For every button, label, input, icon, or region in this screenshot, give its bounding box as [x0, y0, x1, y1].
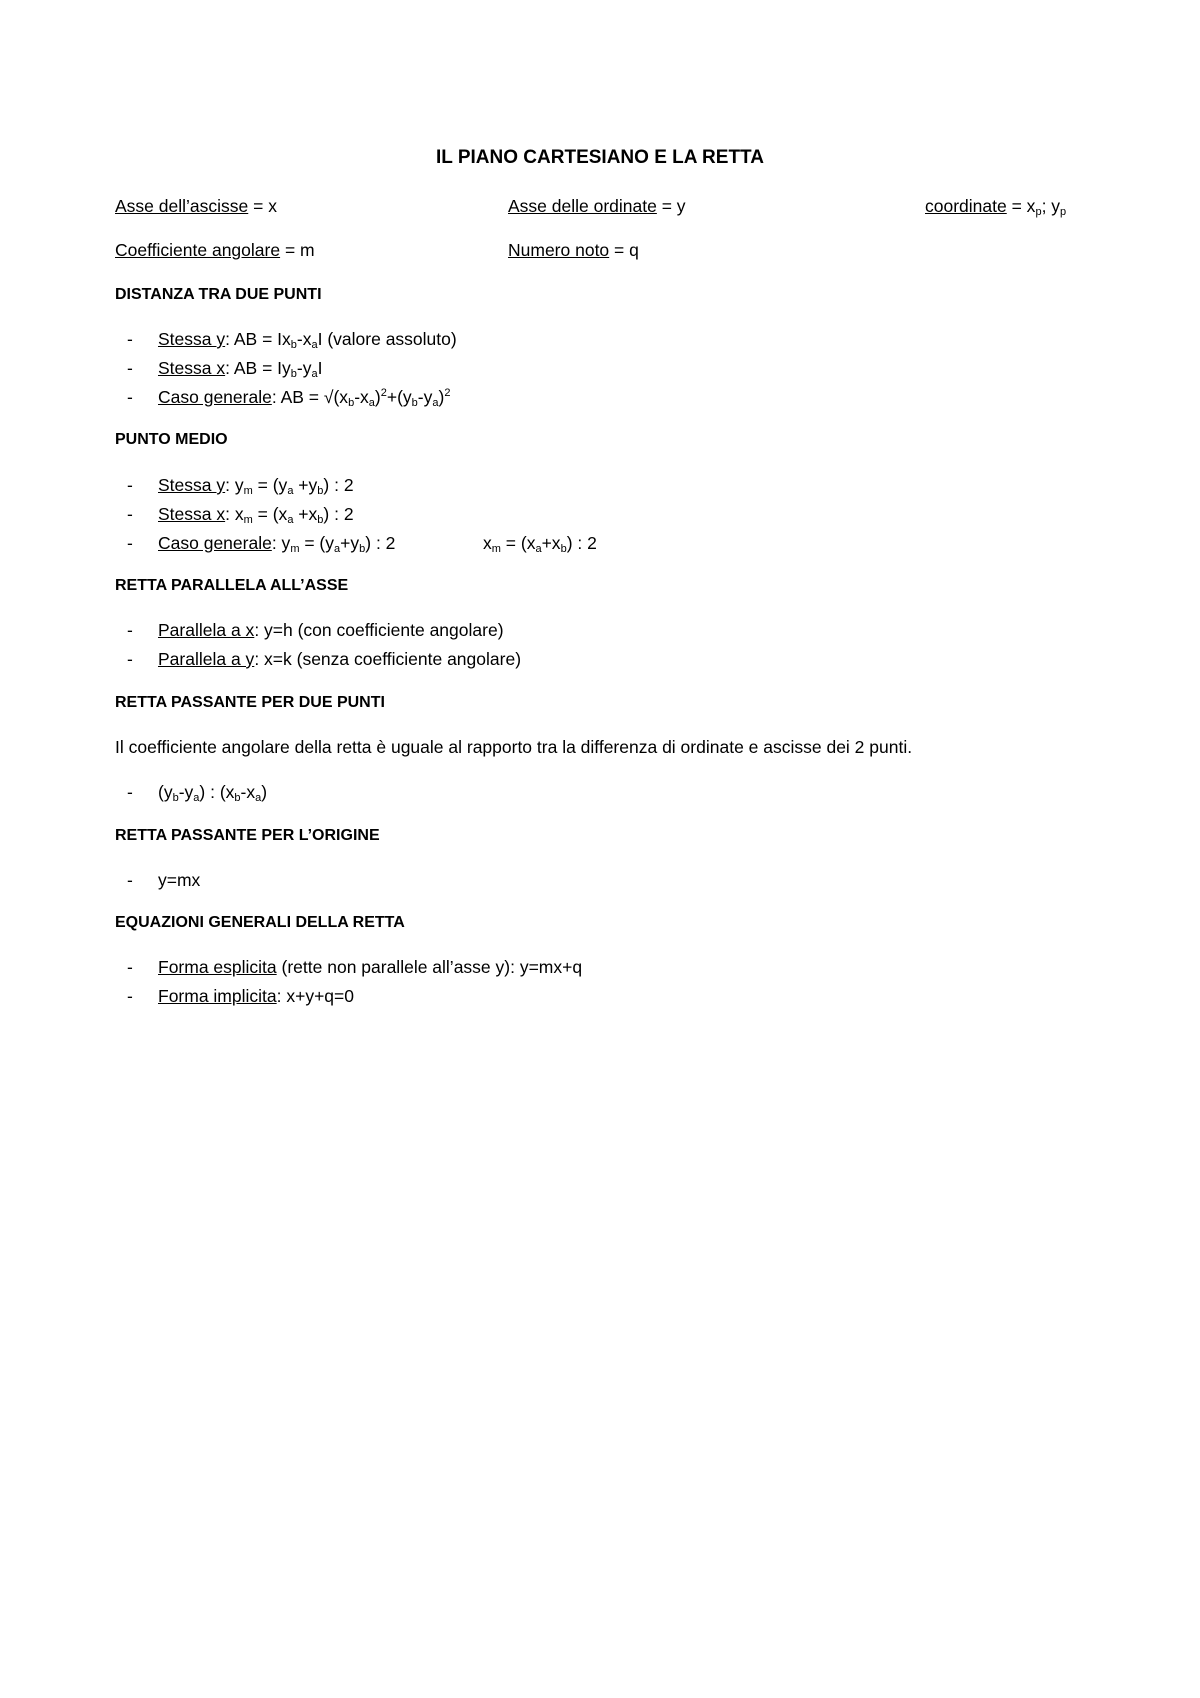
item-text: : y: [271, 533, 291, 553]
def-coordinate-label: coordinate: [925, 196, 1007, 216]
def-coefficiente: [115, 239, 315, 261]
subscript: b: [290, 368, 297, 380]
item-text: ) : 2: [566, 533, 597, 553]
item-text: : y: [225, 475, 244, 495]
heading-equazioni: EQUAZIONI GENERALI DELLA RETTA: [115, 914, 405, 931]
bullet-dash: -: [127, 504, 133, 524]
item-text: +x: [541, 533, 561, 553]
bullet-dash: -: [127, 649, 133, 669]
item-text: : AB = √(x: [271, 387, 349, 407]
subscript: m: [491, 543, 501, 555]
distanza-item-stessa-x: [158, 357, 323, 379]
def-ascisse: [115, 195, 277, 217]
bullet-dash: -: [127, 957, 133, 977]
item-text: +(y: [386, 387, 412, 407]
bullet-dash: -: [127, 782, 133, 802]
subscript: a: [311, 368, 318, 380]
item-text: -y: [296, 358, 312, 378]
subscript: a: [193, 792, 200, 804]
item-text: +y: [340, 533, 360, 553]
bullet-dash: -: [127, 620, 133, 640]
item-text: : AB = Ix: [225, 329, 291, 349]
item-text: = (y: [252, 475, 288, 495]
def-coordinate-sub2: p: [1060, 206, 1067, 218]
item-text: -y: [178, 782, 194, 802]
heading-distanza: DISTANZA TRA DUE PUNTI: [115, 286, 322, 303]
item-text: : AB = Iy: [225, 358, 291, 378]
def-noto-label: Numero noto: [508, 240, 610, 260]
subscript: b: [317, 485, 324, 497]
subscript: m: [290, 543, 300, 555]
item-text: : x+y+q=0: [276, 986, 354, 1006]
parallela-item-x: [158, 619, 504, 641]
distanza-item-caso-generale: [158, 386, 450, 408]
subscript: a: [287, 485, 294, 497]
item-label: Parallela a x: [158, 620, 255, 640]
item-text: I: [317, 358, 323, 378]
subscript: m: [243, 485, 253, 497]
item-text: = (x: [500, 533, 536, 553]
heading-retta-parallela: RETTA PARALLELA ALL’ASSE: [115, 577, 349, 594]
subscript: a: [432, 397, 439, 409]
item-text: ): [374, 387, 381, 407]
item-text: -x: [296, 329, 312, 349]
item-label: Caso generale: [158, 533, 272, 553]
medio-item-caso-generale-x: [483, 532, 597, 554]
def-coordinate-sep: ; y: [1041, 196, 1061, 216]
item-label: Caso generale: [158, 387, 272, 407]
subscript: a: [255, 792, 262, 804]
bullet-dash: -: [127, 387, 133, 407]
passante-paragraph: Il coefficiente angolare della retta è uguale al rapporto tra la differenza di ordinate e ascisse dei 2 punti.: [115, 737, 913, 757]
def-ascisse-label: Asse dell’ascisse: [115, 196, 249, 216]
item-text: ): [438, 387, 445, 407]
superscript: 2: [444, 387, 451, 399]
item-text: +x: [293, 504, 318, 524]
bullet-dash: -: [127, 358, 133, 378]
def-coordinate-value: = x: [1006, 196, 1036, 216]
subscript: b: [317, 514, 324, 526]
item-text: ) : 2: [323, 475, 354, 495]
item-text: x: [483, 533, 492, 553]
equazioni-item-esplicita: [158, 956, 582, 978]
heading-punto-medio: PUNTO MEDIO: [115, 431, 228, 448]
item-text: ) : (x: [199, 782, 235, 802]
medio-item-stessa-x: [158, 503, 354, 525]
item-label: Stessa y: [158, 475, 226, 495]
item-text: -x: [240, 782, 256, 802]
passante-formula: [158, 781, 267, 803]
item-label: Parallela a y: [158, 649, 255, 669]
subscript: b: [172, 792, 179, 804]
item-text: (rette non parallele all’asse y): y=mx+q: [276, 957, 583, 977]
bullet-dash: -: [127, 329, 133, 349]
subscript: b: [411, 397, 418, 409]
bullet-dash: -: [127, 475, 133, 495]
subscript: m: [243, 514, 253, 526]
def-ordinate: [508, 195, 686, 217]
def-noto-value: = q: [609, 240, 639, 260]
def-ordinate-label: Asse delle ordinate: [508, 196, 657, 216]
item-text: ): [261, 782, 268, 802]
distanza-item-stessa-y: [158, 328, 457, 350]
medio-item-stessa-y: [158, 474, 354, 496]
def-coordinate-sub1: p: [1035, 206, 1042, 218]
subscript: a: [535, 543, 542, 555]
item-text: ) : 2: [323, 504, 354, 524]
item-text: : y=h (con coefficiente angolare): [254, 620, 504, 640]
def-coeff-value: = m: [280, 240, 315, 260]
def-coordinate: [925, 195, 1066, 217]
subscript: b: [348, 397, 355, 409]
item-text: ) : 2: [365, 533, 396, 553]
subscript: a: [311, 339, 318, 351]
subscript: a: [368, 397, 375, 409]
subscript: b: [234, 792, 241, 804]
def-coeff-label: Coefficiente angolare: [115, 240, 281, 260]
origine-item: y=mx: [158, 870, 201, 890]
bullet-dash: -: [127, 870, 133, 890]
item-text: (y: [158, 782, 173, 802]
item-text: I (valore assoluto): [317, 329, 457, 349]
item-text: -y: [417, 387, 433, 407]
subscript: b: [290, 339, 297, 351]
subscript: b: [560, 543, 567, 555]
def-noto: [508, 239, 639, 261]
item-text: : x: [225, 504, 244, 524]
medio-item-caso-generale: [158, 532, 395, 554]
item-label: Stessa y: [158, 329, 226, 349]
bullet-dash: -: [127, 533, 133, 553]
def-ordinate-value: = y: [656, 196, 686, 216]
item-label: Stessa x: [158, 504, 226, 524]
item-text: = (x: [252, 504, 288, 524]
item-label: Forma esplicita: [158, 957, 277, 977]
bullet-dash: -: [127, 986, 133, 1006]
subscript: a: [334, 543, 341, 555]
item-text: : x=k (senza coefficiente angolare): [254, 649, 522, 669]
page-title: IL PIANO CARTESIANO E LA RETTA: [436, 147, 764, 168]
superscript: 2: [380, 387, 387, 399]
heading-retta-origine: RETTA PASSANTE PER L’ORIGINE: [115, 827, 380, 844]
item-text: +y: [293, 475, 318, 495]
item-label: Forma implicita: [158, 986, 277, 1006]
subscript: b: [359, 543, 366, 555]
def-ascisse-value: = x: [248, 196, 277, 216]
heading-retta-passante: RETTA PASSANTE PER DUE PUNTI: [115, 694, 385, 711]
item-text: -x: [354, 387, 369, 407]
subscript: a: [287, 514, 294, 526]
parallela-item-y: [158, 648, 521, 670]
equazioni-item-implicita: [158, 985, 354, 1007]
item-text: = (y: [299, 533, 335, 553]
item-label: Stessa x: [158, 358, 226, 378]
